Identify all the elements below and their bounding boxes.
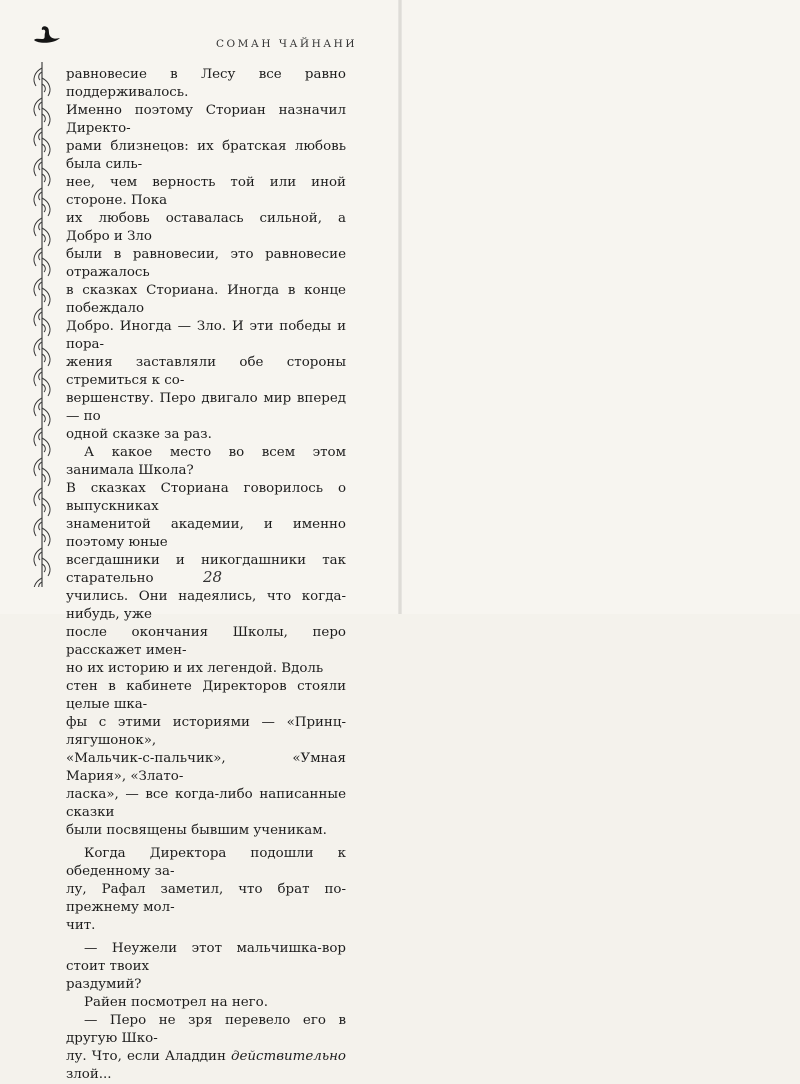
text-line: учились. Они надеялись, что когда-нибудь, уже: [66, 589, 346, 622]
text-line: фы с этими историями — «Принц-лягушонок»,: [66, 715, 346, 748]
text-line: в сказках Сториана. Иногда в конце побеждало: [66, 283, 346, 316]
text-line: лу, Рафал заметил, что брат по-прежнему мол-: [66, 882, 346, 915]
text-line: — Перо не зря перевело его в другую Шко-: [66, 1013, 346, 1046]
text-line: В сказках Сториана говорилось о выпускниках: [66, 481, 346, 514]
text-line: А какое место во всем этом занимала Школа?: [66, 445, 346, 478]
text-line: раздумий?: [66, 977, 142, 992]
text-line: всегдашники и никогдашники так старательно: [66, 553, 346, 586]
text-line: но их историю и их легендой. Вдоль: [66, 661, 324, 676]
text-line: ласка», — все когда-либо написанные сказки: [66, 787, 346, 820]
book-gutter: [398, 0, 402, 614]
text-line: равновесие в Лесу все равно поддерживалось.: [66, 67, 346, 100]
text-line: стен в кабинете Директоров стояли целые шка-: [66, 679, 346, 712]
text-line: были посвящены бывшим ученикам.: [66, 823, 327, 838]
text-line: Именно поэтому Сториан назначил Директо-: [66, 103, 346, 136]
emphasis: действительно: [231, 1049, 346, 1064]
text-line: «Мальчик-с-пальчик», «Умная Мария», «Злато-: [66, 751, 346, 784]
swan-ornament-icon: [30, 24, 64, 46]
text-line: лу. Что, если Аладдин действительно злой...: [66, 1049, 346, 1082]
text-line: были в равновесии, это равновесие отражалось: [66, 247, 346, 280]
text-line: Райен посмотрел на него.: [84, 995, 269, 1010]
page-number: 28: [203, 568, 223, 586]
vine-border-icon: [30, 62, 54, 587]
right-page: [400, 0, 800, 614]
text-line: рами близнецов: их братская любовь была силь-: [66, 139, 346, 172]
text-line: знаменитой академии, и именно поэтому юные: [66, 517, 346, 550]
text-line: жения заставляли обе стороны стремиться к со-: [66, 355, 346, 388]
text-line: чит.: [66, 918, 96, 933]
text-line: вершенству. Перо двигало мир вперед — по: [66, 391, 346, 424]
text-line: — Неужели этот мальчишка-вор стоит твоих: [66, 941, 346, 974]
text-line: одной сказке за раз.: [66, 427, 212, 442]
text-line: после окончания Школы, перо расскажет имен-: [66, 625, 346, 658]
left-page: [0, 0, 400, 1082]
running-head: СОМАН ЧАЙНАНИ: [216, 38, 357, 50]
text-line: Добро. Иногда — Зло. И эти победы и пора-: [66, 319, 346, 352]
text-line: Когда Директора подошли к обеденному за-: [66, 846, 346, 879]
text-line: нее, чем верность той или иной стороне. Пока: [66, 175, 346, 208]
text-line: их любовь оставалась сильной, а Добро и Зло: [66, 211, 346, 244]
